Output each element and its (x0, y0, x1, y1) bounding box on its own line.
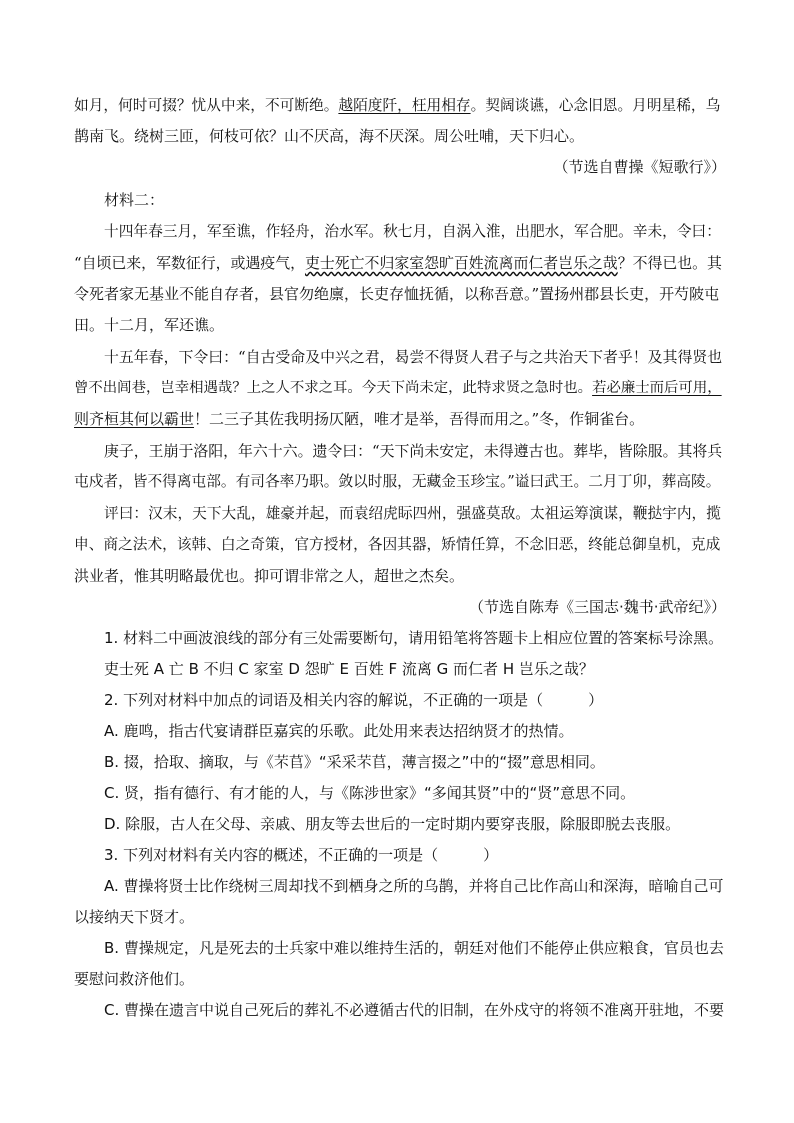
question-3-option-c: C. 曹操在遗言中说自己死后的葬礼不必遵循古代的旧制，在外戍守的将领不准离开驻地，不要 (104, 1001, 725, 1019)
paragraph-line: 十四年春三月，军至谯，作轻舟，治水军。秋七月，自涡入淮，出肥水，军合肥。辛未，令曰： (104, 223, 721, 240)
question-2-option-c: C. 贤，指有德行、有才能的人，与《陈涉世家》“多闻其贤”中的“贤”意思不同。 (104, 784, 636, 802)
underlined-sentence: 若必廉士而后可用， (592, 380, 722, 396)
paragraph-line (74, 409, 724, 429)
underlined-sentence: 则齐桓其何以霸世 (74, 410, 195, 428)
paragraph-line: 十五年春，下令曰：“自古受命及中兴之君，曷尝不得贤人君子与之共治天下者乎！及其得贤也 (104, 348, 723, 366)
question-3-option-a: A. 曹操将贤士比作绕树三周却找不到栖身之所的乌鹊，并将自己比作高山和深海，暗喻自己可 (104, 877, 724, 895)
question-3: 3. 下列对材料有关内容的概述，不正确的一项是（ ） (104, 846, 499, 864)
poem-text: 如月，何时可掇？忧从中来，不可断绝。 (74, 97, 339, 114)
question-1: 1. 材料二中画波浪线的部分有三处需要断句，请用铅笔将答题卡上相应位置的答案标号涂黑。 (104, 629, 724, 647)
paragraph-line (74, 253, 724, 273)
question-3-option-b: B. 曹操规定，凡是死去的士兵家中难以维持生活的，朝廷对他们不能停止供应粮食，官员也去 (104, 939, 724, 957)
paragraph-line: 田。十二月，军还谯。 (74, 316, 225, 334)
paragraph-text: ！二三子其佐我明扬仄陋，唯才是举，吾得而用之。”冬，作铜雀台。 (194, 410, 645, 428)
question-2-option-b: B. 掇，拾取、摘取，与《芣苢》“采采芣苢，薄言掇之”中的“掇”意思相同。 (104, 753, 605, 771)
material2-heading: 材料二： (104, 191, 165, 209)
question-3-option-a-cont: 以接纳天下贤才。 (74, 908, 195, 926)
paragraph-line: 洪业者，惟其明略最优也。抑可谓非常之人，超世之杰矣。 (74, 567, 465, 585)
material2-source: （节选自陈寿《三国志·魏书·武帝纪》） (468, 598, 726, 616)
poem-text: 。契阔谈䜩，心念旧恩。月明星稀，乌 (470, 97, 721, 114)
question-3-option-b-cont: 要慰问救济他们。 (74, 970, 195, 988)
paragraph-line: 屯戍者，皆不得离屯部。有司各率乃职。敛以时服，无藏金玉珍宝。”谥曰武王。二月丁卯，葬高陵。 (74, 473, 721, 490)
paragraph-text: ？不得已也。其 (617, 254, 722, 272)
poem-line-2: 鹊南飞。绕树三匝，何枝可依？山不厌高，海不厌深。周公吐哺，天下归心。 (74, 127, 585, 145)
question-2-option-a: A. 鹿鸣，指古代宴请群臣嘉宾的乐歌。此处用来表达招纳贤才的热情。 (104, 722, 574, 740)
question-2-option-d: D. 除服，古人在父母、亲戚、朋友等去世后的一定时期内要穿丧服，除服即脱去丧服。 (104, 815, 681, 833)
paragraph-line: 评曰：汉末，天下大乱，雄豪并起，而袁绍虎眎四州，强盛莫敌。太祖运筹演谋，鞭挞宇内，揽 (104, 505, 721, 522)
paragraph-line: 申、商之法术，该韩、白之奇策，官方授材，各因其器，矫情任算，不念旧恶，终能总御皇机，克成 (74, 536, 721, 553)
paragraph-line (74, 378, 724, 398)
poem-source: （节选自曹操《短歌行》） (553, 158, 726, 176)
paragraph-text: 曾不出闾巷，岂幸相遇哉？上之人不求之耳。今天下尚未定，此特求贤之急时也。 (74, 380, 593, 396)
question-1-sentence: 吏士死 A 亡 B 不归 C 家室 D 怨旷 E 百姓 F 流离 G 而仁者 H 岂乐之哉？ (104, 660, 594, 678)
paragraph-line: 令死者家无基业不能自存者，县官勿绝廪，长吏存恤抚循，以称吾意。”置扬州郡县长吏，开芍陂屯 (74, 285, 720, 303)
wavy-underlined-sentence: 吏士死亡不归家室怨旷百姓流离而仁者岂乐之哉 (304, 254, 618, 272)
underlined-sentence: 越陌度阡，枉用相存 (338, 97, 471, 114)
paragraph-text: “自顷已来，军数征行，或遇疫气， (74, 254, 305, 272)
question-2: 2. 下列对材料中加点的词语及相关内容的解说，不正确的一项是（ ） (104, 691, 604, 709)
poem-line-1 (74, 96, 724, 116)
paragraph-line: 庚子，王崩于洛阳，年六十六。遗令曰：“天下尚未安定，未得遵古也。葬毕，皆除服。其将兵 (104, 442, 723, 460)
